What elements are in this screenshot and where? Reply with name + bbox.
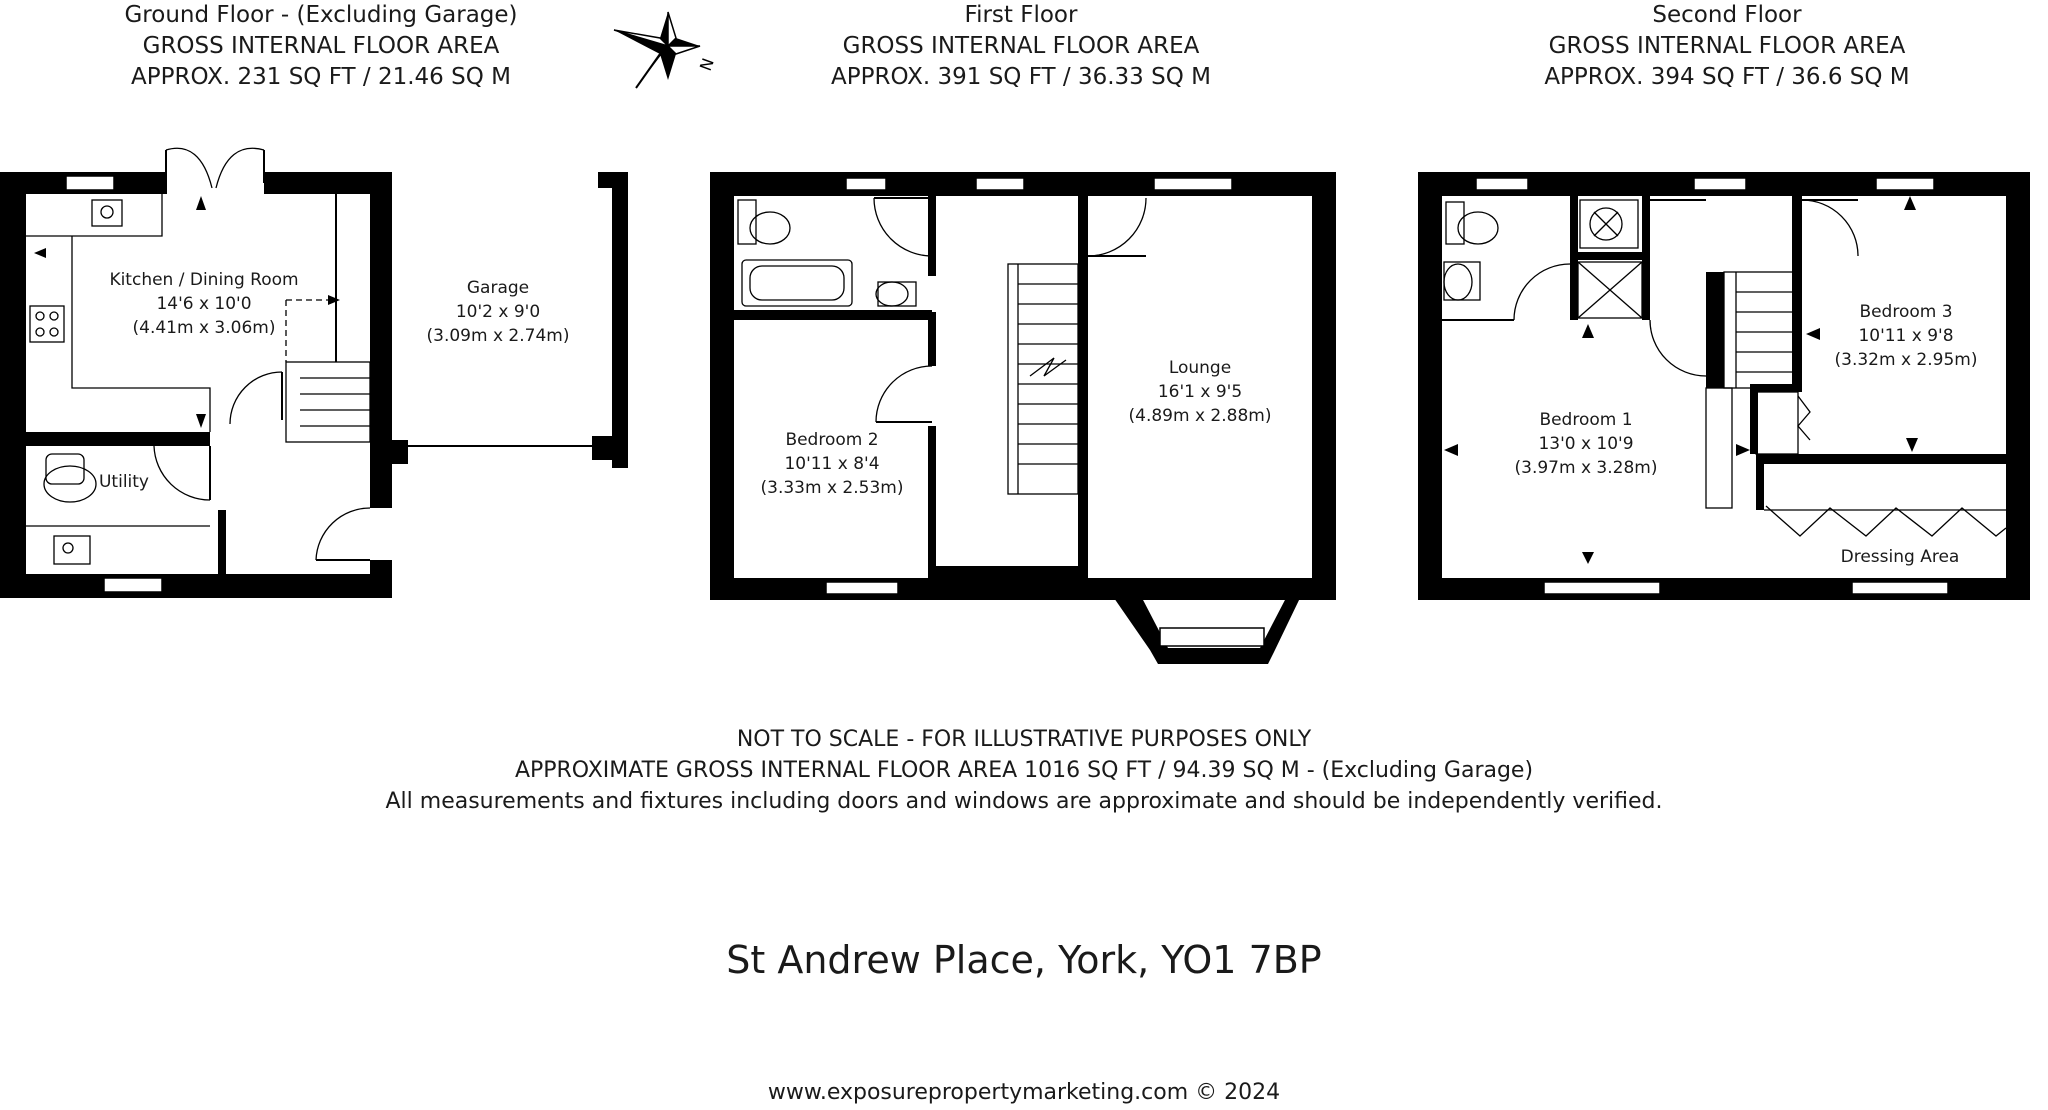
room-size-imperial: 13'0 x 10'9 — [1538, 434, 1634, 454]
room-size-imperial: 14'6 x 10'0 — [156, 294, 252, 314]
disclaimer-notes — [0, 724, 2048, 817]
floor-area-value: APPROX. 394 SQ FT / 36.6 SQ M — [1544, 64, 1910, 90]
room-name: Utility — [98, 472, 149, 492]
floor-area-label: GROSS INTERNAL FLOOR AREA — [842, 33, 1200, 59]
room-lounge — [1070, 356, 1330, 428]
room-utility — [0, 470, 254, 494]
room-size-imperial: 10'11 x 9'8 — [1858, 326, 1954, 346]
room-size-imperial: 10'2 x 9'0 — [455, 302, 541, 322]
website-credit: www.exposurepropertymarketing.com © 2024 — [767, 1080, 1281, 1105]
compass-rose-icon — [614, 12, 718, 88]
floor-area-value: APPROX. 391 SQ FT / 36.33 SQ M — [831, 64, 1211, 90]
floor-area-label: GROSS INTERNAL FLOOR AREA — [142, 33, 500, 59]
room-bedroom-1 — [1456, 408, 1716, 480]
room-kitchen-dining — [74, 268, 334, 340]
floor-title: Ground Floor - (Excluding Garage) — [124, 2, 518, 28]
property-address: St Andrew Place, York, YO1 7BP — [726, 938, 1322, 982]
room-name: Bedroom 3 — [1859, 302, 1953, 322]
ground-floor-plan — [0, 148, 628, 598]
floor-area-value: APPROX. 231 SQ FT / 21.46 SQ M — [131, 64, 511, 90]
room-name: Bedroom 1 — [1539, 410, 1633, 430]
room-size-metric: (4.89m x 2.88m) — [1128, 406, 1272, 426]
room-size-metric: (3.97m x 3.28m) — [1514, 458, 1658, 478]
floor-title: First Floor — [964, 2, 1078, 28]
room-size-imperial: 10'11 x 8'4 — [784, 454, 880, 474]
room-name: Lounge — [1168, 358, 1232, 378]
room-dressing-area — [1770, 545, 2030, 569]
room-bedroom-2 — [702, 428, 962, 500]
room-size-metric: (4.41m x 3.06m) — [132, 318, 276, 338]
scale-note: NOT TO SCALE - FOR ILLUSTRATIVE PURPOSES ONLY — [736, 727, 1312, 752]
floor-area-label: GROSS INTERNAL FLOOR AREA — [1548, 33, 1906, 59]
room-bedroom-3 — [1776, 300, 2036, 372]
room-name: Bedroom 2 — [785, 430, 879, 450]
second-floor-plan — [1418, 172, 2030, 600]
room-size-imperial: 16'1 x 9'5 — [1157, 382, 1243, 402]
room-name: Dressing Area — [1840, 547, 1960, 567]
verification-note: All measurements and fixtures including doors and windows are approximate and should be independently verified. — [385, 789, 1663, 814]
room-name: Kitchen / Dining Room — [109, 270, 299, 290]
room-size-metric: (3.09m x 2.74m) — [426, 326, 570, 346]
total-area-note: APPROXIMATE GROSS INTERNAL FLOOR AREA 1016 SQ FT / 94.39 SQ M - (Excluding Garage) — [514, 758, 1534, 783]
room-size-metric: (3.33m x 2.53m) — [760, 478, 904, 498]
room-name: Garage — [466, 278, 530, 298]
floor-title: Second Floor — [1652, 2, 1802, 28]
compass-letter: N — [695, 55, 718, 74]
stair-treads — [1018, 264, 1078, 494]
room-garage — [368, 276, 628, 348]
room-size-metric: (3.32m x 2.95m) — [1834, 350, 1978, 370]
